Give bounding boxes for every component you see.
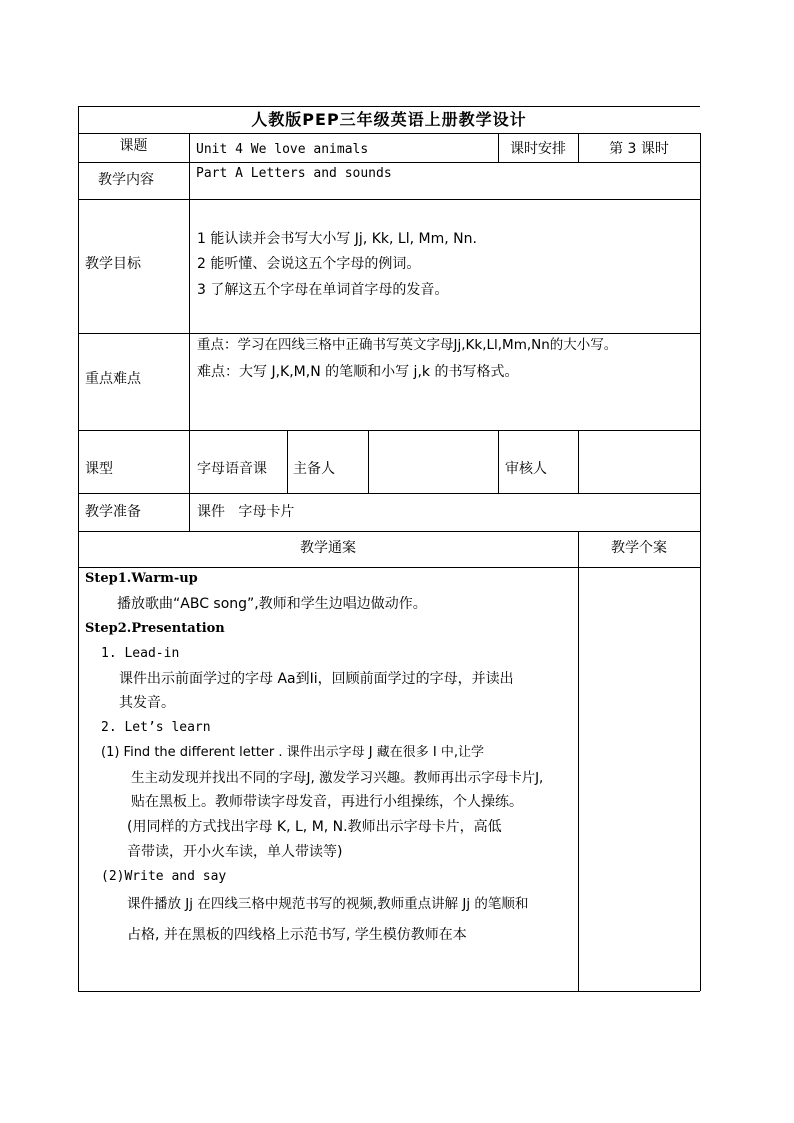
step-heading: Step2.Presentation <box>85 621 225 636</box>
table-rule <box>78 531 700 532</box>
table-rule <box>78 333 700 334</box>
cell-divider <box>578 430 579 493</box>
sub-heading: 2. Let’s learn <box>101 720 211 735</box>
body-line: 其发音。 <box>119 695 175 711</box>
body-line: (1) Find the different letter . 课件出示字母 J 藏在很多 I 中,让学 <box>101 745 484 760</box>
course-type-label: 课型 <box>85 461 113 477</box>
topic-value: Unit 4 We love animals <box>196 142 369 157</box>
individual-plan-header: 教学个案 <box>611 540 667 556</box>
table-border-right <box>700 133 701 991</box>
label-column-divider <box>189 133 190 531</box>
sub-heading: (2)Write and say <box>101 869 227 884</box>
key-points-label: 重点难点 <box>85 371 141 387</box>
step-heading: Step1.Warm-up <box>85 571 198 586</box>
content-label: 教学内容 <box>98 172 154 188</box>
body-line: 播放歌曲“ABC song”,教师和学生边唱边做动作。 <box>117 596 427 612</box>
plan-column-divider <box>578 531 579 991</box>
general-plan-header: 教学通案 <box>300 540 356 556</box>
body-line: 生主动发现并找出不同的字母J, 激发学习兴趣。教师再出示字母卡片J, <box>131 770 544 786</box>
preparer-label: 主备人 <box>293 461 335 477</box>
goal-item: 3 了解这五个字母在单词首字母的发音。 <box>197 282 449 298</box>
sub-heading: 1. Lead-in <box>101 646 180 661</box>
table-border-top <box>78 106 700 107</box>
schedule-label: 课时安排 <box>510 141 566 157</box>
schedule-value: 第 3 课时 <box>609 141 669 157</box>
document-title: 人教版PEP三年级英语上册教学设计 <box>251 110 527 129</box>
table-border-bottom <box>78 991 700 992</box>
body-line: (用同样的方式找出字母 K, L, M, N.教师出示字母卡片，高低 <box>127 819 502 835</box>
course-type-value: 字母语音课 <box>197 461 267 477</box>
body-line: 课件播放 Jj 在四线三格中规范书写的视频,教师重点讲解 Jj 的笔顺和 <box>127 896 529 912</box>
table-rule <box>78 430 700 431</box>
preparation-value: 课件 字母卡片 <box>197 504 295 520</box>
goals-label: 教学目标 <box>85 256 141 272</box>
cell-divider <box>368 430 369 493</box>
cell-divider <box>287 430 288 493</box>
content-value: Part A Letters and sounds <box>196 166 392 181</box>
difficult-point: 难点：大写 J,K,M,N 的笔顺和小写 j,k 的书写格式。 <box>197 364 519 380</box>
goal-item: 2 能听懂、会说这五个字母的例词。 <box>197 256 421 272</box>
goal-item: 1 能认读并会书写大小写 Jj, Kk, Ll, Mm, Nn. <box>197 231 477 247</box>
body-line: 音带读，开小火车读，单人带读等) <box>127 844 343 860</box>
table-rule <box>78 199 700 200</box>
reviewer-label: 审核人 <box>505 461 547 477</box>
table-rule <box>78 162 700 163</box>
table-rule <box>78 567 700 568</box>
preparation-label: 教学准备 <box>85 504 141 520</box>
table-rule <box>78 493 700 494</box>
key-point: 重点：学习在四线三格中正确书写英文字母Jj,Kk,Ll,Mm,Nn的大小写。 <box>197 337 618 353</box>
body-line: 课件出示前面学过的字母 Aa到Ii，回顾前面学过的字母，并读出 <box>119 671 514 687</box>
body-line: 贴在黑板上。教师带读字母发音，再进行小组操练，个人操练。 <box>131 794 523 810</box>
body-line: 占格, 并在黑板的四线格上示范书写, 学生模仿教师在本 <box>127 927 467 943</box>
topic-label: 课题 <box>119 138 148 154</box>
table-rule <box>78 133 700 134</box>
cell-divider <box>498 430 499 493</box>
